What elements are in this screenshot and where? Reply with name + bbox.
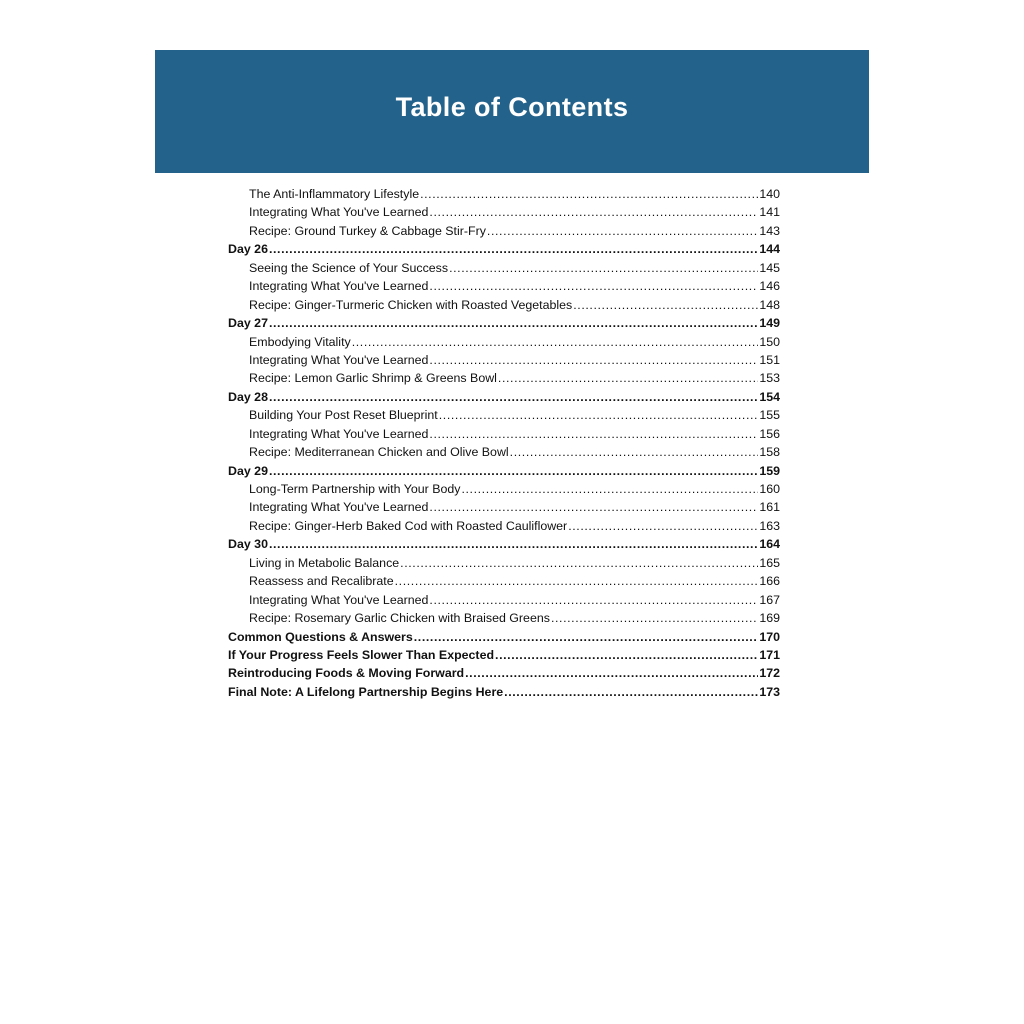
- toc-section-entry[interactable]: [228, 408, 780, 426]
- toc-section-entry[interactable]: [228, 335, 780, 353]
- entry-title: Recipe: Ginger-Herb Baked Cod with Roasted Cauliflower: [249, 518, 568, 533]
- entry-title: Recipe: Mediterranean Chicken and Olive Bowl: [249, 445, 509, 460]
- dot-leader: [269, 242, 758, 256]
- dot-leader: [269, 390, 758, 404]
- entry-title: Reassess and Recalibrate: [249, 574, 394, 589]
- entry-page-number: 173: [759, 684, 780, 699]
- dot-leader: [395, 574, 759, 588]
- toc-section-entry[interactable]: [228, 519, 780, 537]
- entry-title: Day 29: [228, 463, 268, 478]
- toc-chapter-entry[interactable]: [228, 666, 780, 684]
- entry-title: If Your Progress Feels Slower Than Expected: [228, 647, 495, 662]
- entry-page-number: 144: [759, 242, 780, 257]
- entry-page-number: 158: [759, 445, 780, 460]
- dot-leader: [429, 500, 758, 514]
- entry-title: Day 28: [228, 389, 268, 404]
- entry-title: The Anti-Inflammatory Lifestyle: [249, 187, 420, 201]
- entry-title: Recipe: Ginger-Turmeric Chicken with Roasted Vegetables: [249, 297, 573, 312]
- entry-page-number: 161: [759, 500, 780, 515]
- dot-leader: [429, 353, 758, 367]
- entry-page-number: 146: [759, 279, 780, 294]
- entry-title: Common Questions & Answers: [228, 629, 413, 644]
- entry-title: Integrating What You've Learned: [249, 426, 429, 441]
- toc-chapter-entry[interactable]: [228, 390, 780, 408]
- toc-section-entry[interactable]: [228, 261, 780, 279]
- toc-section-entry[interactable]: [228, 427, 780, 445]
- dot-leader: [420, 187, 758, 201]
- toc-section-entry[interactable]: [228, 500, 780, 518]
- toc-chapter-entry[interactable]: [228, 630, 780, 648]
- toc-section-entry[interactable]: [228, 611, 780, 629]
- entry-title: Final Note: A Lifelong Partnership Begins Here: [228, 684, 504, 699]
- entry-title: Embodying Vitality: [249, 334, 351, 349]
- dot-leader: [465, 666, 758, 680]
- entry-page-number: 155: [759, 408, 780, 423]
- dot-leader: [429, 427, 758, 441]
- entry-page-number: 166: [759, 574, 780, 589]
- toc-section-entry[interactable]: [228, 556, 780, 574]
- entry-title: Day 27: [228, 316, 268, 331]
- entry-page-number: 141: [759, 205, 780, 220]
- entry-page-number: 145: [759, 260, 780, 275]
- toc-section-entry[interactable]: [228, 205, 780, 223]
- entry-page-number: 156: [759, 426, 780, 441]
- dot-leader: [461, 482, 758, 496]
- entry-page-number: 153: [759, 371, 780, 386]
- page-title: Table of Contents: [395, 92, 629, 122]
- dot-leader: [568, 519, 758, 533]
- entry-page-number: 167: [759, 592, 780, 607]
- entry-page-number: 164: [759, 537, 780, 552]
- entry-title: Building Your Post Reset Blueprint: [249, 408, 438, 423]
- dot-leader: [504, 685, 758, 699]
- entry-page-number: 154: [759, 389, 780, 404]
- toc-chapter-entry[interactable]: [228, 648, 780, 666]
- toc-section-entry[interactable]: [228, 298, 780, 316]
- entry-title: Integrating What You've Learned: [249, 279, 429, 294]
- dot-leader: [495, 648, 758, 662]
- dot-leader: [429, 593, 758, 607]
- entry-page-number: 165: [759, 555, 780, 570]
- toc-section-entry[interactable]: [228, 187, 780, 205]
- entry-page-number: 163: [759, 518, 780, 533]
- entry-page-number: 143: [759, 223, 780, 238]
- entry-page-number: 160: [759, 482, 780, 496]
- entry-page-number: 159: [759, 463, 780, 478]
- entry-page-number: 150: [759, 334, 780, 349]
- toc-chapter-entry[interactable]: [228, 537, 780, 555]
- entry-page-number: 171: [759, 647, 780, 662]
- entry-page-number: 169: [759, 611, 780, 626]
- dot-leader: [439, 408, 759, 422]
- entry-page-number: 140: [759, 187, 780, 201]
- dot-leader: [429, 205, 758, 219]
- entry-title: Recipe: Rosemary Garlic Chicken with Braised Greens: [249, 611, 550, 626]
- toc-section-entry[interactable]: [228, 371, 780, 389]
- entry-page-number: 149: [759, 316, 780, 331]
- toc-chapter-entry[interactable]: [228, 685, 780, 703]
- entry-title: Day 26: [228, 242, 268, 257]
- dot-leader: [551, 611, 758, 625]
- toc-section-entry[interactable]: [228, 279, 780, 297]
- entry-page-number: 172: [759, 666, 780, 681]
- entry-title: Integrating What You've Learned: [249, 500, 429, 515]
- toc-chapter-entry[interactable]: [228, 316, 780, 334]
- toc-section-entry[interactable]: [228, 445, 780, 463]
- toc-section-entry[interactable]: [228, 574, 780, 592]
- toc-section-entry[interactable]: [228, 593, 780, 611]
- dot-leader: [498, 371, 758, 385]
- entry-title: Integrating What You've Learned: [249, 352, 429, 367]
- dot-leader: [400, 556, 758, 570]
- toc-chapter-entry[interactable]: [228, 242, 780, 260]
- entry-page-number: 151: [759, 352, 780, 367]
- entry-title: Recipe: Lemon Garlic Shrimp & Greens Bowl: [249, 371, 497, 386]
- dot-leader: [352, 335, 759, 349]
- toc-section-entry[interactable]: [228, 353, 780, 371]
- dot-leader: [269, 316, 758, 330]
- toc-header-banner: [155, 50, 869, 173]
- toc-section-entry[interactable]: [228, 482, 780, 500]
- dot-leader: [510, 445, 759, 459]
- table-of-contents: [228, 187, 780, 703]
- entry-title: Reintroducing Foods & Moving Forward: [228, 666, 465, 681]
- entry-title: Integrating What You've Learned: [249, 592, 429, 607]
- entry-title: Living in Metabolic Balance: [249, 555, 400, 570]
- entry-page-number: 148: [759, 297, 780, 312]
- dot-leader: [573, 298, 758, 312]
- toc-section-entry[interactable]: [228, 224, 780, 242]
- entry-page-number: 170: [759, 629, 780, 644]
- dot-leader: [269, 537, 758, 551]
- entry-title: Recipe: Ground Turkey & Cabbage Stir-Fry: [249, 223, 486, 238]
- dot-leader: [429, 279, 758, 293]
- dot-leader: [487, 224, 758, 238]
- entry-title: Long-Term Partnership with Your Body: [249, 482, 461, 496]
- dot-leader: [269, 464, 758, 478]
- entry-title: Day 30: [228, 537, 268, 552]
- dot-leader: [414, 630, 759, 644]
- entry-title: Seeing the Science of Your Success: [249, 260, 449, 275]
- entry-title: Integrating What You've Learned: [249, 205, 429, 220]
- toc-chapter-entry[interactable]: [228, 464, 780, 482]
- dot-leader: [449, 261, 758, 275]
